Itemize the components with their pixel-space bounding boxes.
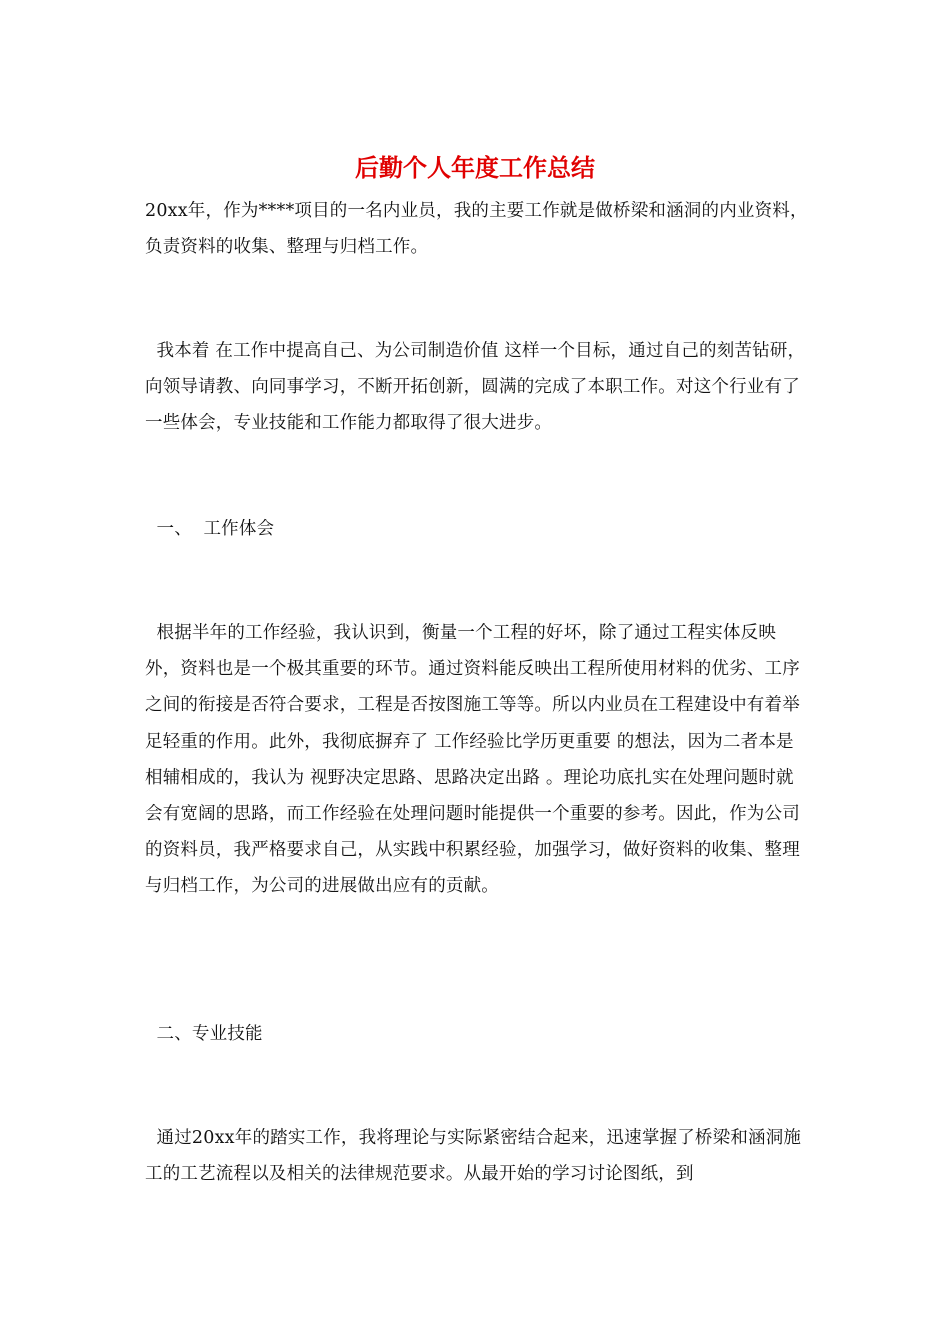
paragraph-work-experience: 根据半年的工作经验，我认识到，衡量一个工程的好坏，除了通过工程实体反映外，资料也是一个极其重要的环节。通过资料能反映出工程所使用材料的优劣、工序之间的衔接是否符合要求，工程是否按图施工等等。所以内业员在工程建设中有着举足轻重的作用。此外，我彻底摒弃了 工作经验比学历更重要 的想法，因为二者本是相辅相成的，我认为 视野决定思路、思路决定出路 。理论功底扎实在处理问题时就会有宽阔的思路，而工作经验在处理问题时能提供一个重要的参考。因此，作为公司的资料员，我严格要求自己，从实践中积累经验，加强学习，做好资料的收集、整理与归档工作，为公司的进展做出应有的贡献。 xyxy=(145,623,800,897)
paragraph-intro: 20xx年，作为****项目的一名内业员，我的主要工作就是做桥梁和涵洞的内业资料，负责资料的收集、整理与归档工作。 xyxy=(145,201,808,258)
paragraph-goal: 我本着 在工作中提高自己、为公司制造价值 这样一个目标，通过自己的刻苦钻研，向领导请教、向同事学习，不断开拓创新，圆满的完成了本职工作。对这个行业有了一些体会，专业技能和工作能力都取得了很大进步。 xyxy=(145,341,806,434)
section-heading-work-experience: 一、 工作体会 xyxy=(145,519,275,539)
section-heading-professional-skills: 二、专业技能 xyxy=(145,1024,263,1044)
paragraph-professional-skills: 通过20xx年的踏实工作，我将理论与实际紧密结合起来，迅速掌握了桥梁和涵洞施工的工艺流程以及相关的法律规范要求。从最开始的学习讨论图纸，到 xyxy=(145,1128,802,1185)
document-title: 后勤个人年度工作总结 xyxy=(355,153,595,182)
